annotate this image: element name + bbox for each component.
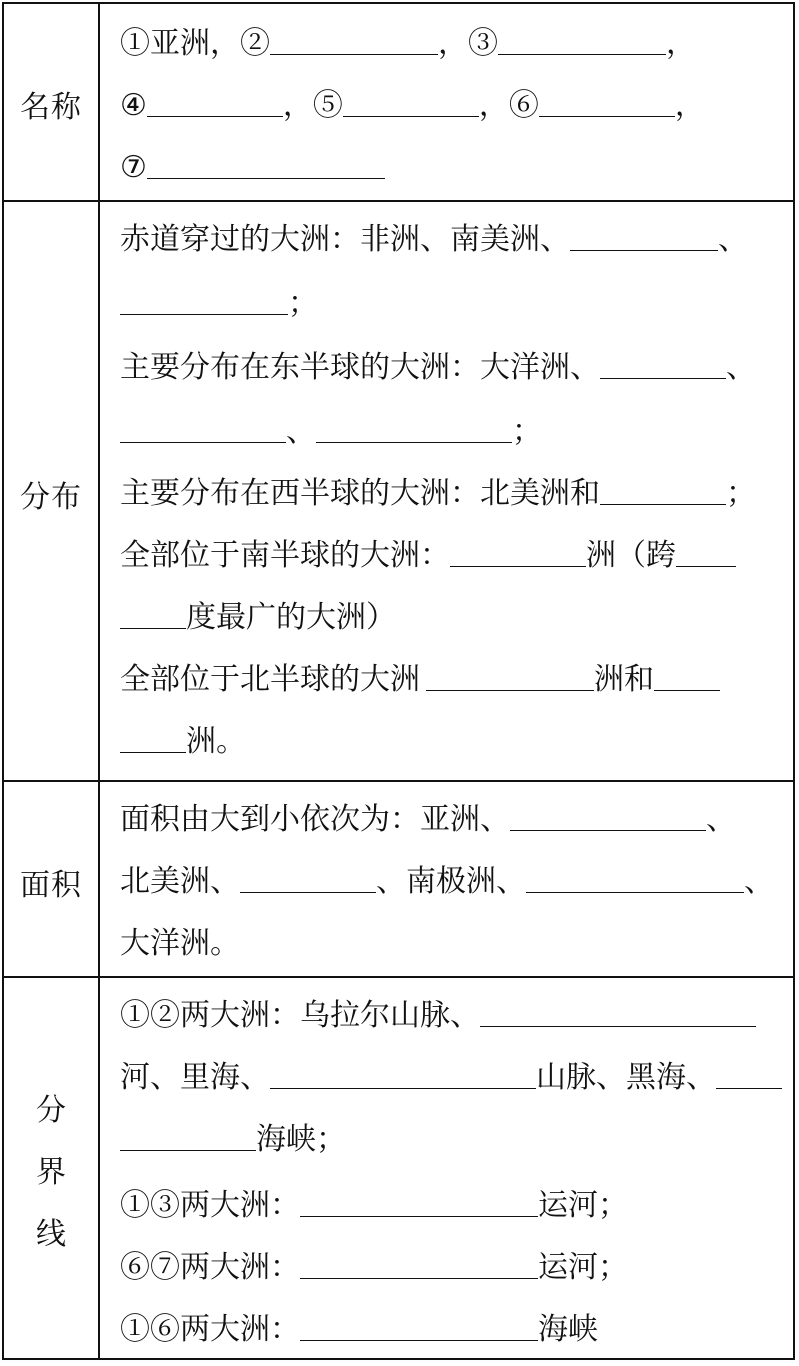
- row-divider-1: [4, 200, 793, 202]
- fill-blank[interactable]: [147, 86, 283, 117]
- name-line-1: ①亚洲，② ，③ ，: [120, 26, 696, 61]
- column-divider: [98, 4, 100, 1358]
- fill-blank[interactable]: [450, 536, 586, 567]
- row-label-boundary-2: 界: [36, 1155, 66, 1190]
- row-label-distribution: 分布: [20, 480, 82, 515]
- fill-blank[interactable]: [343, 86, 479, 117]
- fill-blank[interactable]: [120, 1120, 256, 1151]
- fill-blank[interactable]: [498, 24, 666, 55]
- fill-blank[interactable]: [316, 412, 512, 443]
- dist-line-1: 赤道穿过的大洲：非洲、南美洲、 、: [120, 222, 748, 257]
- fill-blank[interactable]: [716, 1058, 782, 1089]
- fill-blank[interactable]: [676, 536, 736, 567]
- boundary-line-5: ⑥⑦两大洲： 运河；: [120, 1250, 628, 1285]
- dist-line-9: 洲。: [120, 722, 246, 762]
- boundary-line-2: 河、里海、 山脉、黑海、: [120, 1058, 782, 1098]
- fill-blank[interactable]: [426, 660, 594, 691]
- row-divider-2: [4, 780, 793, 782]
- boundary-line-4: ①③两大洲： 运河；: [120, 1188, 628, 1223]
- geography-table: [2, 2, 795, 1360]
- fill-blank[interactable]: [120, 412, 286, 443]
- row-label-boundary-1: 分: [36, 1093, 66, 1128]
- row-label-name: 名称: [20, 90, 82, 125]
- fill-blank[interactable]: [570, 220, 718, 251]
- row-divider-3: [4, 976, 793, 978]
- dist-line-4: 、 ；: [120, 412, 542, 452]
- dist-line-3: 主要分布在东半球的大洲：大洋洲、 、: [120, 350, 756, 385]
- row-label-area: 面积: [20, 868, 82, 903]
- dist-line-6: 全部位于南半球的大洲： 洲（跨: [120, 536, 736, 576]
- fill-blank[interactable]: [526, 862, 744, 893]
- area-line-1: 面积由大到小依次为：亚洲、 、: [120, 802, 736, 837]
- boundary-line-3: 海峡；: [120, 1120, 346, 1160]
- fill-blank[interactable]: [120, 284, 288, 315]
- fill-blank[interactable]: [270, 24, 438, 55]
- fill-blank[interactable]: [654, 660, 720, 691]
- fill-blank[interactable]: [480, 996, 756, 1027]
- fill-blank[interactable]: [600, 474, 726, 505]
- fill-blank[interactable]: [300, 1248, 538, 1279]
- dist-line-8: 全部位于北半球的大洲 洲和: [120, 660, 720, 700]
- fill-blank[interactable]: [300, 1310, 538, 1341]
- name-line-2: ④ ，⑤ ，⑥ ，: [120, 88, 705, 123]
- area-line-3: 大洋洲。: [120, 926, 240, 961]
- area-line-2: 北美洲、 、南极洲、 、: [120, 864, 774, 899]
- fill-blank[interactable]: [600, 348, 726, 379]
- boundary-line-6: ①⑥两大洲： 海峡: [120, 1312, 598, 1347]
- fill-blank[interactable]: [120, 722, 186, 753]
- name-line-3: ⑦: [120, 148, 385, 188]
- fill-blank[interactable]: [270, 1058, 536, 1089]
- dist-line-7: 度最广的大洲）: [120, 598, 396, 638]
- fill-blank[interactable]: [300, 1186, 538, 1217]
- fill-blank[interactable]: [240, 862, 376, 893]
- dist-line-2: ；: [120, 284, 318, 324]
- fill-blank[interactable]: [510, 800, 706, 831]
- dist-line-5: 主要分布在西半球的大洲：北美洲和 ；: [120, 476, 756, 511]
- fill-blank[interactable]: [147, 148, 385, 179]
- fill-blank[interactable]: [539, 86, 675, 117]
- row-label-boundary-3: 线: [36, 1217, 66, 1252]
- boundary-line-1: ①②两大洲：乌拉尔山脉、: [120, 996, 756, 1036]
- fill-blank[interactable]: [120, 598, 186, 629]
